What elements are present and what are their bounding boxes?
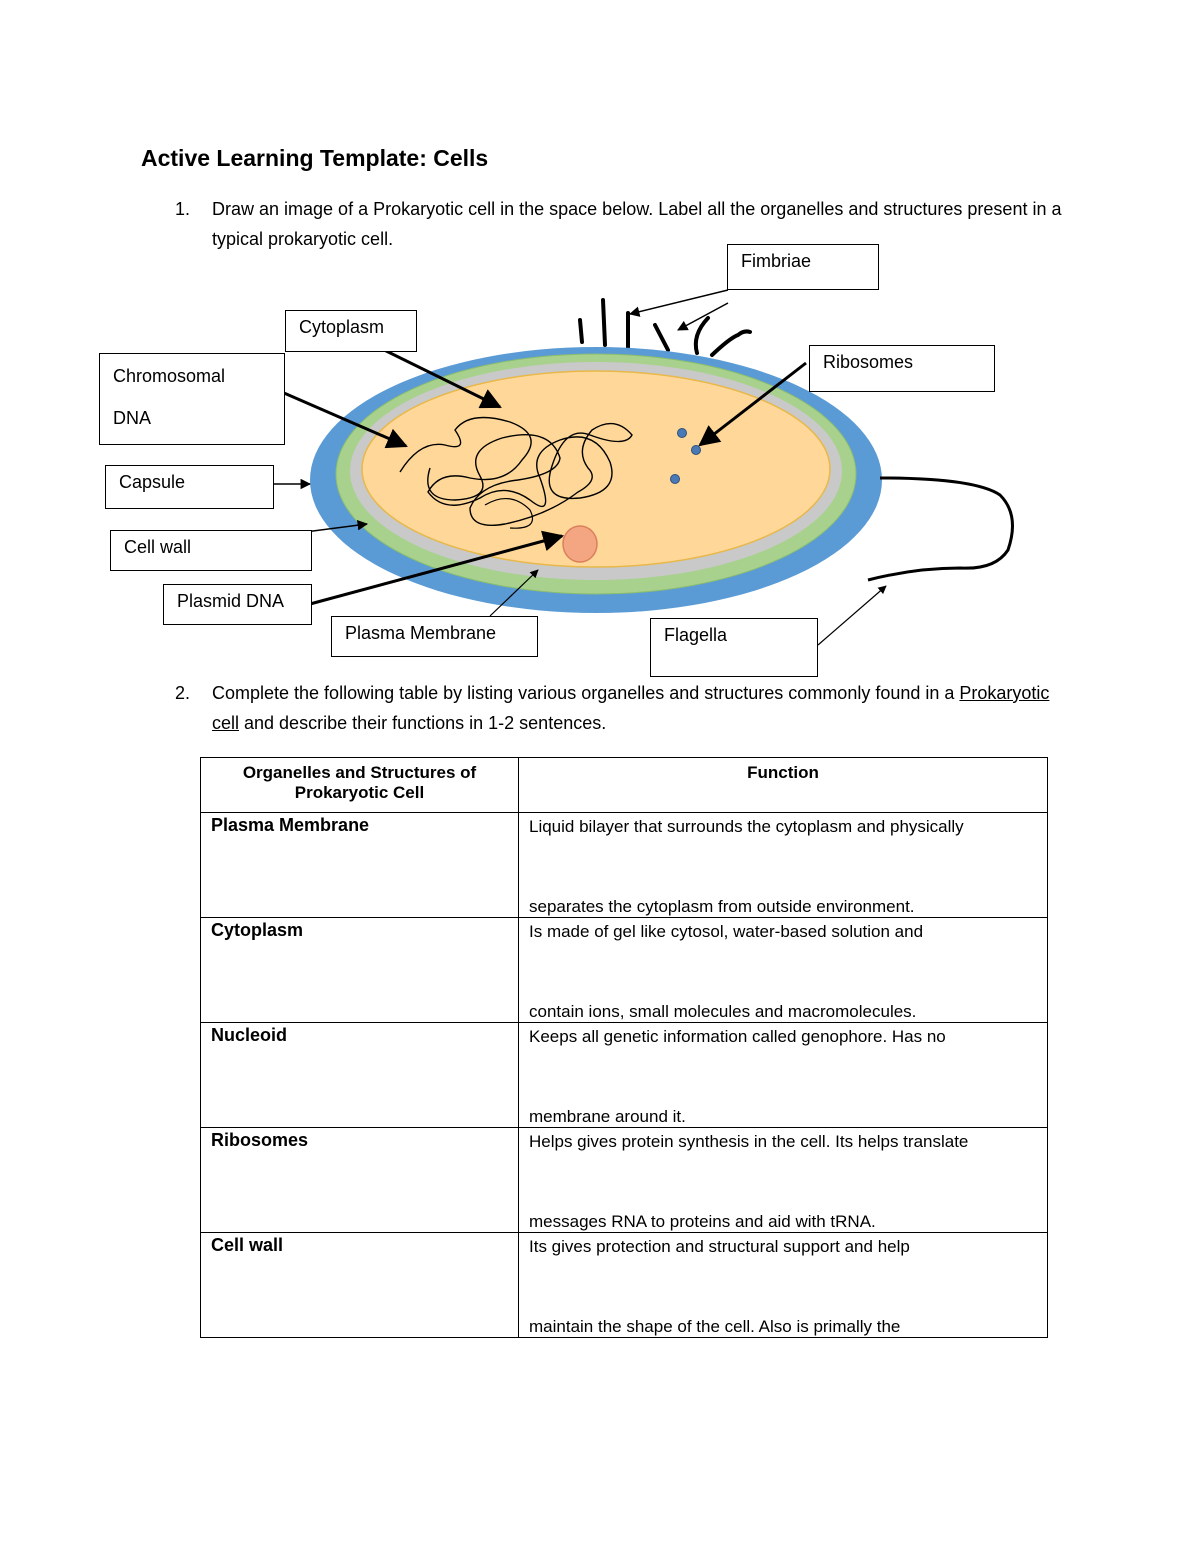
row-name: Ribosomes xyxy=(201,1128,519,1233)
table-row xyxy=(201,813,1048,918)
ribosome-dot xyxy=(671,475,680,484)
question-2-text xyxy=(212,678,1062,738)
table-row xyxy=(201,1023,1048,1128)
table-row xyxy=(201,1128,1048,1233)
label-flagella: Flagella xyxy=(650,618,818,677)
label-plasma-membrane: Plasma Membrane xyxy=(331,616,538,657)
function-line-2: maintain the shape of the cell. Also is primally the xyxy=(529,1317,901,1336)
question-1-text: Draw an image of a Prokaryotic cell in the space below. Label all the organelles and structures present in a typical prokaryotic cell. xyxy=(212,199,1062,249)
row-name: Plasma Membrane xyxy=(201,813,519,918)
function-line-1: Keeps all genetic information called genophore. Has no xyxy=(529,1027,946,1046)
label-fimbriae: Fimbriae xyxy=(727,244,879,290)
label-chromosomal-line1: Chromosomal xyxy=(113,366,226,386)
function-line-2: separates the cytoplasm from outside environment. xyxy=(529,897,915,916)
plasmid-dna-shape xyxy=(563,526,597,562)
question-2-text-before: Complete the following table by listing various organelles and structures commonly found in a xyxy=(212,683,960,703)
label-chromosomal-line2: DNA xyxy=(113,408,152,428)
prokaryotic-cell-diagram xyxy=(0,230,1200,690)
row-function xyxy=(519,1128,1048,1233)
function-line-2: membrane around it. xyxy=(529,1107,686,1126)
function-line-1: Helps gives protein synthesis in the cell. Its helps translate xyxy=(529,1132,969,1151)
label-chromosomal-dna xyxy=(99,353,285,445)
label-capsule: Capsule xyxy=(105,465,274,509)
function-line-1: Liquid bilayer that surrounds the cytoplasm and physically xyxy=(529,817,964,836)
row-name: Cytoplasm xyxy=(201,918,519,1023)
fimbriae-strands xyxy=(580,300,750,355)
function-line-1: Its gives protection and structural support and help xyxy=(529,1237,910,1256)
label-plasmid-dna: Plasmid DNA xyxy=(163,584,312,625)
row-function xyxy=(519,813,1048,918)
label-cell-wall: Cell wall xyxy=(110,530,312,571)
label-ribosomes: Ribosomes xyxy=(809,345,995,392)
question-2-underlined: Prokaryotic cell xyxy=(212,683,1050,733)
table-header-row xyxy=(201,758,1048,813)
question-2-number: 2. xyxy=(175,683,191,703)
question-1-number: 1. xyxy=(175,199,191,219)
row-function xyxy=(519,918,1048,1023)
ribosome-dot xyxy=(692,446,701,455)
function-line-2: messages RNA to proteins and aid with tRNA. xyxy=(529,1212,876,1231)
table-row xyxy=(201,1233,1048,1338)
label-cytoplasm: Cytoplasm xyxy=(285,310,417,352)
row-name: Nucleoid xyxy=(201,1023,519,1128)
question-2 xyxy=(175,678,1075,740)
page-title: Active Learning Template: Cells xyxy=(141,145,489,171)
header-function: Function xyxy=(519,758,1048,813)
ribosome-dot xyxy=(678,429,687,438)
function-line-1: Is made of gel like cytosol, water-based solution and xyxy=(529,922,924,941)
function-line-2: contain ions, small molecules and macromolecules. xyxy=(529,1002,917,1021)
flagellum-tail xyxy=(868,478,1013,580)
organelles-table xyxy=(200,757,1048,1338)
row-function xyxy=(519,1233,1048,1338)
row-function xyxy=(519,1023,1048,1128)
table-row xyxy=(201,918,1048,1023)
header-organelles: Organelles and Structures of Prokaryotic Cell xyxy=(201,758,519,813)
question-2-text-after: and describe their functions in 1-2 sentences. xyxy=(239,713,607,733)
row-name: Cell wall xyxy=(201,1233,519,1338)
